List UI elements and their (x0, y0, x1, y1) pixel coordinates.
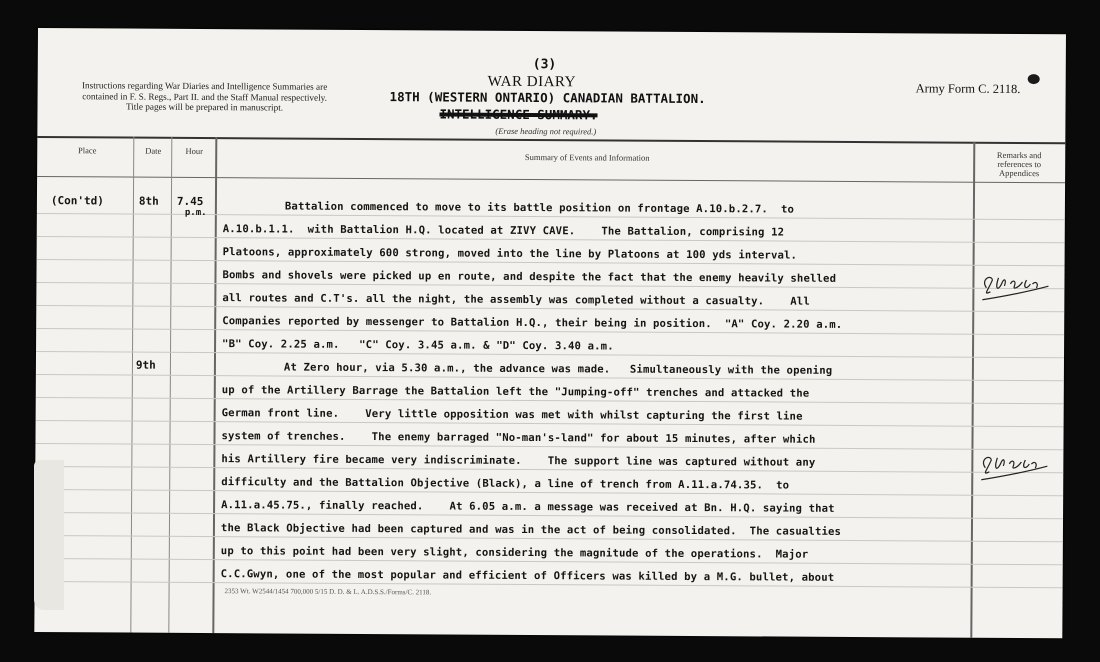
col-header-hour: Hour (185, 145, 204, 157)
date-entry-9th: 9th (135, 358, 156, 372)
narrative-line: C.C.Gwyn, one of the most popular and efficient of Officers was killed by a M.G. bullet, about (220, 568, 835, 584)
narrative-line: Companies reported by messenger to Battalion H.Q., their being in position. "A" Coy. 2.20 a.m. (222, 315, 843, 331)
date-entry-8th: 8th (138, 194, 159, 208)
punch-hole (1028, 74, 1040, 84)
handwritten-signature (976, 270, 1056, 304)
narrative-line: his Artillery fire became very indiscriminate. The support line was captured without any (221, 453, 816, 469)
instructions-text: Instructions regarding War Diaries and Intelligence Summaries are contained in F. S. Regs., Part II. and the Staff Manual respectively. Title pages will be prepared in manuscript. (81, 80, 328, 113)
army-form-number: Army Form C. 2118. (915, 81, 1021, 97)
narrative-line: the Black Objective had been captured and was in the act of being consolidated. The casualties (220, 522, 842, 538)
narrative-line: A.11.a.45.75., finally reached. At 6.05 a.m. a message was received at Bn. H.Q. saying that (221, 499, 835, 515)
narrative-line: German front line. Very little opposition was met with whilst capturing the first line (221, 407, 803, 423)
col-header-summary: Summary of Events and Information (524, 151, 650, 163)
narrative-line: Platoons, approximately 600 strong, moved into the line by Platoons at 100 yds interval. (222, 246, 798, 262)
hour-entry-pm: p.m. (184, 207, 207, 219)
col-header-place: Place (78, 145, 97, 156)
header-rule-bottom (37, 176, 1065, 183)
col-header-remarks: Remarks and references to Appendices (996, 149, 1042, 179)
narrative-line: At Zero hour, via 5.30 a.m., the advance was made. Simultaneously with the opening (283, 361, 833, 377)
narrative-line: up of the Artillery Barrage the Battalion left the "Jumping-off" trenches and attacked the (221, 384, 810, 400)
page-number: (3) (532, 57, 557, 73)
struck-heading: INTELLIGENCE SUMMARY. (439, 106, 598, 123)
narrative-line: up to this point had been very slight, considering the magnitude of the operations. Major (220, 545, 809, 561)
place-entry: (Con'td) (50, 194, 104, 208)
narrative-line: Bombs and shovels were picked up en route, and despite the fact that the enemy heavily shelled (222, 269, 837, 285)
battalion-name: 18TH (WESTERN ONTARIO) CANADIAN BATTALION. (389, 89, 706, 107)
header-rule-top (37, 136, 1065, 144)
war-diary-page (34, 28, 1066, 638)
narrative-line: Battalion commenced to move to its battle position on frontage A.10.b.2.7. to (284, 200, 795, 216)
narrative-line: system of trenches. The enemy barraged "No-man's-land" for about 15 minutes, after which (221, 430, 816, 446)
narrative-line: A.10.b.1.1. with Battalion H.Q. located at ZIVY CAVE. The Battalion, comprising 12 (222, 223, 785, 239)
hour-entry: 7.45 (176, 194, 204, 209)
col-header-date: Date (145, 145, 162, 156)
narrative-line: all routes and C.T's. all the night, the assembly was completed without a casualty. All (222, 292, 810, 308)
narrative-line: "B" Coy. 2.25 a.m. "C" Coy. 3.45 a.m. & "D" Coy. 3.40 a.m. (222, 338, 614, 353)
erase-note: (Erase heading not required.) (495, 125, 597, 137)
handwritten-signature (975, 450, 1055, 484)
print-footer: 2353 Wt. W2544/1454 700,000 5/15 D. D. & L. A.D.S.S./Forms/C. 2118. (224, 587, 432, 597)
torn-paper-edge (34, 460, 64, 610)
document-title: WAR DIARY (487, 73, 576, 91)
narrative-line: difficulty and the Battalion Objective (Black), a line of trench from A.11.a.74.35. to (221, 476, 790, 492)
